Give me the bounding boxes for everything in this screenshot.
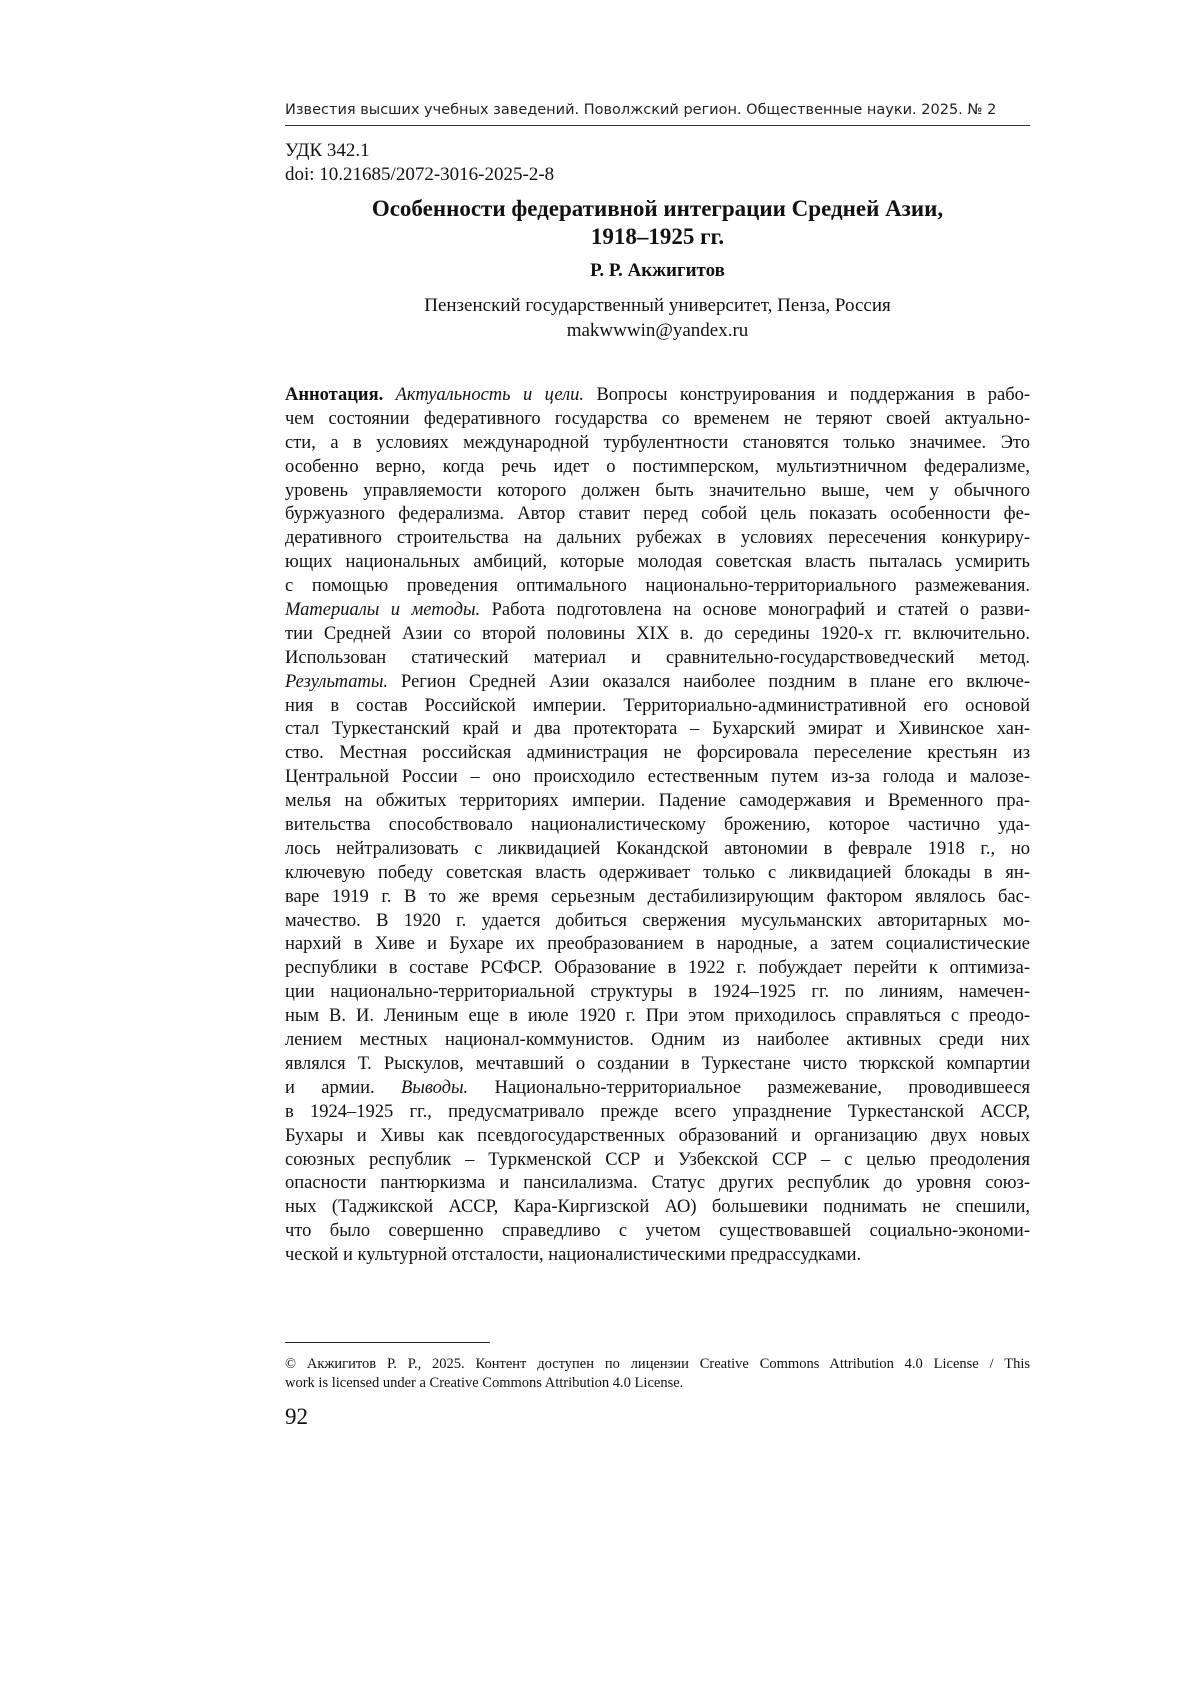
abstract-line: стал Туркестанский край и два протектората – Бухарский эмират и Хивинское хан- [285,719,1030,740]
abstract-line: Результаты. Регион Средней Азии оказался наиболее поздним в плане его включе- [285,671,1031,692]
abstract-line: ным В. И. Лениным еще в июле 1920 г. При этом приходилось справляться с преодо- [285,1006,1030,1027]
abstract-line: ключевую победу советская власть одерживает только с ликвидацией блокады в ян- [285,862,1030,883]
abstract-line: мачество. В 1920 г. удается добиться свержения мусульманских авторитарных мо- [285,910,1030,931]
abstract-line: ство. Местная российская администрация не форсировала переселение крестьян из [285,743,1030,764]
abstract-line: что было совершенно справедливо с учетом существовавшей социально-экономи- [285,1221,1030,1242]
abstract-heading-conclusions: Выводы. [401,1077,469,1098]
abstract-line: ния в состав Российской империи. Территориально-административной его основой [285,695,1030,716]
abstract-line: с помощью проведения оптимального национально-территориального размежевания. [285,576,1030,597]
abstract-line: вительства способствовало националистическому брожению, которое частично уда- [285,815,1030,836]
abstract-line: Бухары и Хивы как псевдогосударственных образований и организацию двух новых [285,1125,1030,1146]
author-email: makwwwin@yandex.ru [566,320,749,341]
footnote-divider [285,1342,490,1343]
abstract-line: чем состоянии федеративного государства со временем не теряют своей актуально- [285,408,1030,429]
abstract-line: нархий в Хиве и Бухаре их преобразованием в народные, а затем социалистические [285,934,1030,955]
abstract-line: деративного строительства на дальних рубежах в условиях пересечения конкуриру- [285,528,1030,549]
page-number: 92 [285,1404,308,1429]
abstract-line: и армии. Выводы. Национально-территориальное размежевание, проводившееся [285,1077,1031,1098]
abstract-line: республики в составе РСФСР. Образование в 1922 г. побуждает перейти к оптимиза- [285,958,1030,979]
abstract-heading-relevance: Актуальность и цели. [395,385,585,405]
abstract-line: Материалы и методы. Работа подготовлена на основе монографий и статей о разви- [285,600,1031,621]
author-affiliation: Пензенский государственный университет, Пенза, Россия [424,295,891,316]
abstract [285,384,1030,1268]
author-name: Р. Р. Акжигитов [590,260,725,281]
article-title-line-2: 1918–1925 гг. [590,224,725,249]
abstract-line: буржуазного федерализма. Автор ставит перед собой цель показать особенности фе- [285,504,1030,525]
abstract-line: союзных республик – Туркменской ССР и Узбекской ССР – с целью преодоления [285,1149,1030,1170]
running-head: Известия высших учебных заведений. Поволжский регион. Общественные науки. 2025. № 2 [285,102,997,118]
abstract-line: Центральной России – оно происходило естественным путем из-за голода и малозе- [285,767,1030,788]
abstract-line: в 1924–1925 гг., предусматривало прежде всего упразднение Туркестанской АССР, [285,1101,1030,1122]
copyright-footnote [285,1355,1030,1393]
abstract-line: ции национально-территориальной структуры в 1924–1925 гг. по линиям, намечен- [285,982,1030,1003]
abstract-line: тии Средней Азии со второй половины XIX в. до середины 1920-х гг. включительно. [285,623,1030,644]
abstract-label: Аннотация. [285,385,384,405]
abstract-line: ческой и культурной отсталости, националистическими предрассудками. [285,1245,862,1266]
abstract-line: являлся Т. Рыскулов, мечтавший о создании в Туркестане чисто тюркской компартии [285,1053,1030,1074]
abstract-line: Аннотация. Актуальность и цели. Вопросы конструирования и поддержания в рабо- [285,385,1031,405]
header-divider [285,125,1030,126]
article-title-line-1: Особенности федеративной интеграции Средней Азии, [371,196,944,221]
abstract-line: ющих национальных амбиций, которые молодая советская власть пыталась усмирить [285,552,1030,573]
abstract-line: опасности пантюркизма и пансилализма. Статус других республик до уровня союз- [285,1173,1030,1194]
abstract-line: мелья на обжитых территориях империи. Падение самодержавия и Временного пра- [285,791,1030,812]
footnote-line: work is licensed under a Creative Commons Attribution 4.0 License. [285,1375,684,1391]
abstract-line: Использован статический материал и сравнительно-государствоведческий метод. [285,647,1030,668]
abstract-line: ных (Таджикской АССР, Кара-Киргизской АО) большевики поднимать не спешили, [285,1197,1030,1218]
doi: doi: 10.21685/2072-3016-2025-2-8 [285,164,555,185]
abstract-line: уровень управляемости которого должен быть значительно выше, чем у обычного [285,480,1030,501]
abstract-line: особенно верно, когда речь идет о постимперском, мультиэтничном федерализме, [285,456,1030,477]
abstract-line: лось нейтрализовать с ликвидацией Кокандской автономии в феврале 1918 г., но [285,838,1030,859]
abstract-line: сти, а в условиях международной турбулентности становятся только значимее. Это [285,432,1030,453]
abstract-heading-results: Результаты. [285,671,388,692]
footnote-line: © Акжигитов Р. Р., 2025. Контент доступен по лицензии Creative Commons Attribution 4.0 License / This [285,1356,1030,1372]
abstract-heading-methods: Материалы и методы. [285,600,481,621]
udk-code: УДК 342.1 [285,140,370,161]
abstract-line: лением местных национал-коммунистов. Одним из наиболее активных среди них [285,1030,1030,1051]
abstract-line: варе 1919 г. В то же время серьезным дестабилизирующим фактором являлось бас- [285,886,1030,907]
